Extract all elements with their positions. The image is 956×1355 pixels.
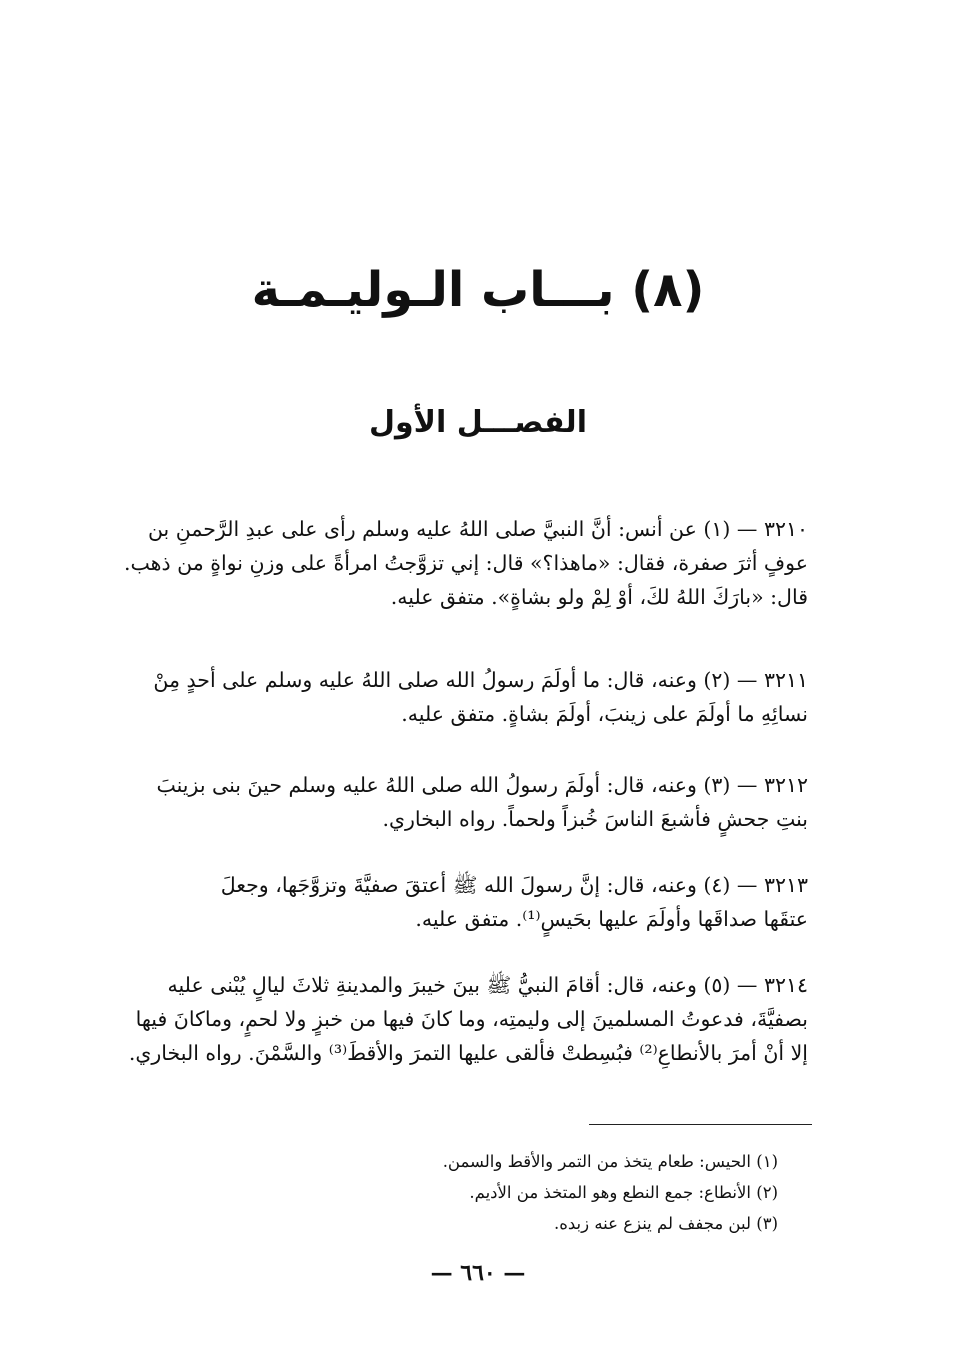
text-line: عوفٍ أثرَ صفرة، فقال: «ماهذا؟» قال: إني تزوَّجتُ امرأةً على وزنِ نواةٍ من ذهب. bbox=[124, 551, 808, 575]
text-line: ٣٢١٠ — (١) عن أنس: أنَّ النبيَّ صلى اللهُ عليه وسلم رأى على عبدِ الرَّحمنِ بن bbox=[147, 517, 808, 541]
text-line: ٣٢١١ — (٢) وعنه، قال: ما أولَمَ رسولُ الله صلى اللهُ عليه وسلم على أحدٍ مِنْ bbox=[153, 668, 808, 692]
text-line: ٣٢١٢ — (٣) وعنه، قال: أولَمَ رسولُ الله صلى اللهُ عليه وسلم حينَ بنى بزينبَ bbox=[156, 773, 808, 797]
text-line: قال: «بارَكَ اللهُ لكَ، أوْ لِمْ ولو بشاةٍ». متفق عليه. bbox=[390, 585, 808, 609]
footnote-divider bbox=[589, 1124, 812, 1125]
text-line: بصفيَّةَ، فدعوتُ المسلمينَ إلى وليمتِه، وما كانَ فيها من خبزٍ ولا لحمٍ، وماكانَ فيها bbox=[135, 1007, 808, 1031]
page-number: — ٦٦٠ — bbox=[430, 1260, 526, 1286]
chapter-title: (٨) بـــاب الـوليـمـة bbox=[251, 262, 705, 318]
section-title: الفصـــل الأول bbox=[369, 405, 587, 440]
footnotes bbox=[258, 1146, 778, 1239]
hadith-3212 bbox=[108, 768, 808, 836]
text-line: ٣٢١٣ — (٤) وعنه، قال: إنَّ رسولَ الله ﷺ أعتقَ صفيَّةَ وتزوَّجَها، وجعلَ bbox=[220, 873, 808, 897]
hadith-3213 bbox=[108, 868, 808, 936]
footnote-1: (١) الحيس: طعام يتخذ من التمر والأقط والسمن. bbox=[442, 1152, 778, 1171]
text-line: ٣٢١٤ — (٥) وعنه، قال: أقامَ النبيُّ ﷺ بينَ خيبرَ والمدينةِ ثلاثَ ليالٍ يُبْنى عليه bbox=[167, 973, 808, 997]
text-line: نسائِهِ ما أولَمَ على زينبَ، أولَمَ بشاةٍ. متفق عليه. bbox=[401, 702, 808, 726]
hadith-3211 bbox=[108, 663, 808, 731]
text-line: عتقَها صداقَها وأولَمَ عليها بحَيسٍ⁽¹⁾. متفق عليه. bbox=[415, 907, 808, 931]
footnote-2: (٢) الأنطاع: جمع النطع وهو المتخذ من الأديم. bbox=[469, 1183, 778, 1202]
hadith-3214 bbox=[108, 968, 808, 1070]
footnote-3: (٣) لبن مجفف لم ينزع عنه زبده. bbox=[553, 1214, 778, 1233]
text-line: بنتِ جحشٍ فأشبعَ الناسَ خُبزاً ولحماً. رواه البخاري. bbox=[382, 807, 808, 831]
text-line: إلا أنْ أمرَ بالأنطاعِ⁽²⁾ فبُسِطتْ فألقى عليها التمرَ والأقطَ⁽³⁾ والسَّمْنَ. رواه البخاري. bbox=[128, 1041, 808, 1065]
hadith-3210 bbox=[108, 512, 808, 614]
